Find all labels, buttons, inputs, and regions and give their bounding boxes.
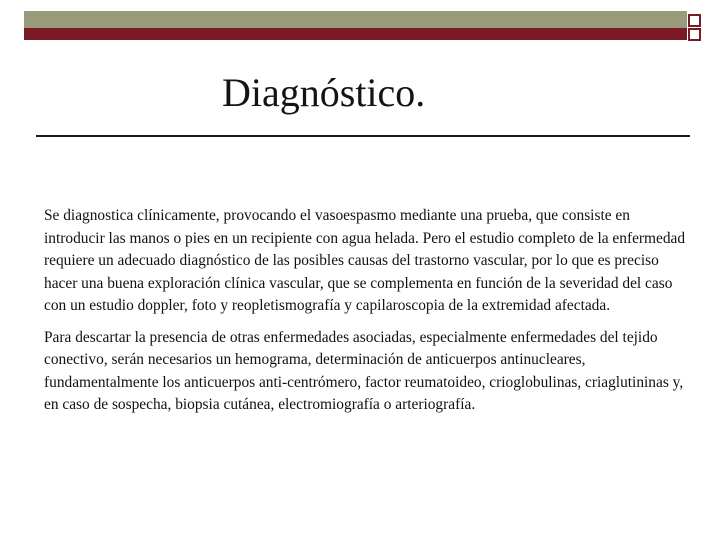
header-band-red [24,28,687,40]
paragraph-diagnosis: Se diagnostica clínicamente, provocando el vasoespasmo mediante una prueba, que consiste en introducir las manos o pies en un recipiente con agua helada. Pero el estudio completo de la enfermedad requiere un adecuado diagnóstico de las posibles causas del trastorno vascular, por lo que es preciso hacer una buena exploración clínica vascular, que se complementa en función de la severidad del caso con un estudio doppler, foto y reopletismografía y capilaroscopia de la extremidad afectada. [44,207,686,314]
slide-body [44,205,688,426]
header-band-olive [24,11,687,28]
corner-square-top [688,14,701,27]
paragraph-associated-diseases: Para descartar la presencia de otras enfermedades asociadas, especialmente enfermedades del tejido conectivo, serán necesarios un hemograma, determinación de anticuerpos antinucleares, fundamentalmente los anticuerpos anti-centrómero, factor reumatoideo, crioglobulinas, criaglutininas y, en caso de sospecha, biopsia cutánea, electromiografía o arteriografía. [44,328,684,413]
title-divider [36,135,690,137]
corner-square-bottom [688,28,701,41]
slide-title: Diagnóstico. [222,70,426,115]
